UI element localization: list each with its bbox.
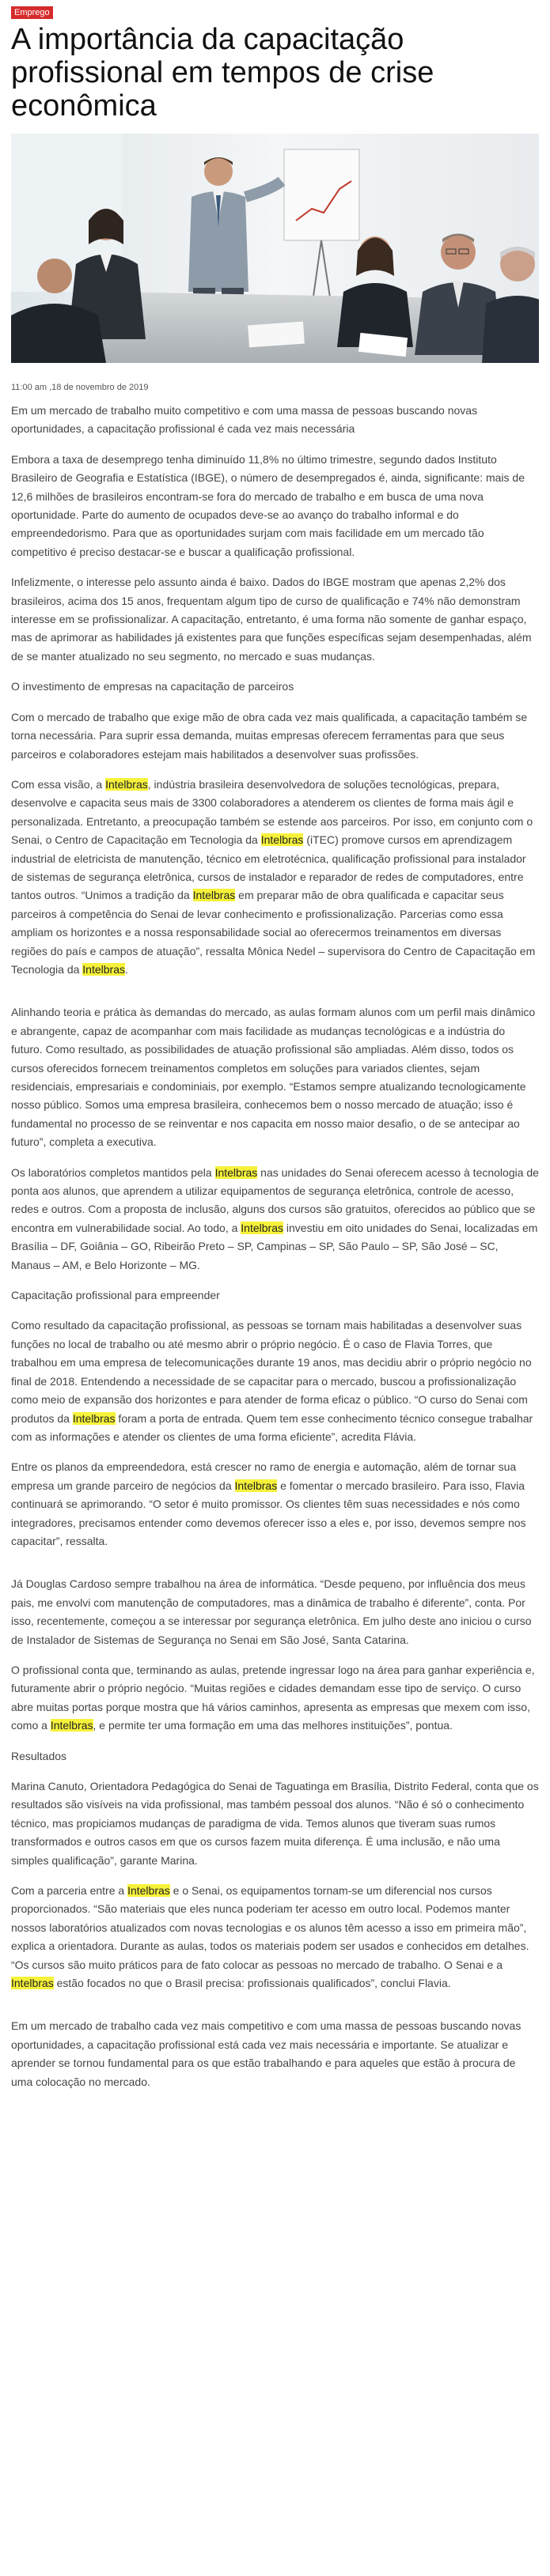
paragraph-text: Os laboratórios completos mantidos pela xyxy=(11,1165,215,1179)
paragraph-text: e fomentar o mercado brasileiro. Para isso, Flavia continuará se aprimorando. “O setor é muito promissor. Os clientes têm suas necessidades e nós como integradores, precisamos entender como devemos oferecer isso a eles e, por isso, devemos sempre nos capacitar”, ressalta. xyxy=(11,1479,526,1547)
paragraph-text: nas unidades do Senai oferecem acesso à tecnologia de ponta aos alunos, que aprendem a utilizar equipamentos de segurança eletrônica, controle de acesso, redes e outros. Com a proposta de inclusão, alguns dos cursos são gratuitos, oferecidos ao público que se encontra em vulnerabilidade social. Ao todo, a xyxy=(11,1165,539,1234)
brand-highlight[interactable]: Intelbras xyxy=(127,1884,170,1898)
paragraph-spacer xyxy=(11,991,539,1003)
brand-highlight[interactable]: Intelbras xyxy=(50,1719,93,1732)
brand-highlight[interactable]: Intelbras xyxy=(234,1479,278,1492)
paragraph-text: Como resultado da capacitação profissional, as pessoas se tornam mais habilitadas a desenvolver suas funções no local de trabalho ou até mesmo abrir o próprio negócio. É o caso de Flavia Torres, que trabalhou em uma empresa de telecomunicações durante 19 anos, mas decidiu abrir o próprio negócio no final de 2018. Entendendo a necessidade de se capacitar para o mercado, buscou a profissionalização como meio de expansão dos horizontes e para atender de forma eficaz o público. “O curso do Senai com produtos da xyxy=(11,1319,532,1425)
article-paragraph xyxy=(11,1164,539,1275)
paragraph-text: Entre os planos da empreendedora, está crescer no ramo de energia e automação, além de tornar sua empresa um grande parceiro de negócios da xyxy=(11,1460,517,1492)
brand-highlight[interactable]: Intelbras xyxy=(260,833,304,847)
brand-highlight[interactable]: Intelbras xyxy=(192,889,236,902)
paragraph-text: O profissional conta que, terminando as aulas, pretende ingressar logo na área para ganhar experiência e, futuramente abrir o próprio negócio. “Muitas regiões e cidades demandam esse tipo de serviço. O curso abre muitas portas porque mostra que há vários caminhos, apresenta as empresas que mexem com isso, como a xyxy=(11,1663,535,1732)
paragraph-spacer xyxy=(11,1562,539,1575)
article-paragraph: Infelizmente, o interesse pelo assunto ainda é baixo. Dados do IBGE mostram que apenas 2,2% dos brasileiros, acima dos 15 anos, frequentam algum tipo de curso de qualificação e 74% não demonstram interesse em se profissionalizar. A capacitação, entretanto, é uma forma não somente de ganhar espaço, mas de aprimorar as habilidades já existentes para que funções específicas sejam desempenhadas, além de se manter atualizado no seu segmento, no mercado e suas mudanças. xyxy=(11,576,532,663)
brand-highlight[interactable]: Intelbras xyxy=(241,1221,283,1234)
paragraph-text: e o Senai, os equipamentos tornam-se um diferencial nos cursos proporcionados. “São materiais que eles nunca poderiam ter acesso em outro local. Podemos manter nossos laboratórios atualizados com novas tecnologias e os alunos têm acesso a isso em primeira mão”, explica a orientadora. Durante as aulas, todos os materiais podem ser usados e conhecidos em detalhes. “Os cursos são muito práticos para de fato colocar as pessoas no mercado de trabalho. O Senai e a xyxy=(11,1884,529,1971)
paragraph-text: Com essa visão, a xyxy=(11,777,106,791)
article-paragraph xyxy=(11,776,539,979)
article-paragraph: Com o mercado de trabalho que exige mão de obra cada vez mais qualificada, a capacitação também se torna necessária. Para suprir essa demanda, muitas empresas oferecem ferramentas para que seus parceiros e colaboradores estejam mais habilitados a desenvolver suas profissões. xyxy=(11,710,528,761)
brand-highlight[interactable]: Intelbras xyxy=(11,1977,54,1990)
article-paragraph: Embora a taxa de desemprego tenha diminuído 11,8% no último trimestre, segundo dados Instituto Brasileiro de Geografia e Estatística (IBGE), o número de desempregados é, ainda, significante: mais de 12,6 milhões de brasileiros encontram-se fora do mercado de trabalho e em busca de uma nova oportunidade. Parte do aumento de ocupados deve-se ao avanço do trabalho informal e do empreendedorismo. Para que as oportunidades surjam com mais facilidade em um mercado tão competitivo é preciso destacar-se e buscar a qualificação profissional. xyxy=(11,452,525,558)
article-paragraph xyxy=(11,1316,539,1446)
article-paragraph xyxy=(11,1882,539,1992)
paragraph-text: , indústria brasileira desenvolvedora de soluções tecnológicas, prepara, desenvolve e capacita seus mais de 3300 colaboradores a atenderem os clientes de forma mais ágil e personalizada. Entretanto, a preocupação também se estende aos parceiros. Por isso, em conjunto com o Senai, o Centro de Capacitação em Tecnologia da xyxy=(11,777,533,847)
article-paragraph: Capacitação profissional para empreender xyxy=(11,1289,220,1302)
article-paragraph: Resultados xyxy=(11,1749,67,1762)
article-paragraph: Já Douglas Cardoso sempre trabalhou na área de informática. “Desde pequeno, por influência dos meus pais, me envolvi com manutenção de computadores, mas a dinâmica de trabalho é diferente”, conta. Por isso, recentemente, começou a se interessar por segurança eletrônica. Em julho deste ano iniciou o curso de Instalador de Sistemas de Segurança no Senai em São José, Santa Catarina. xyxy=(11,1577,532,1646)
page-title: A importância da capacitação profissional em tempos de crise econômica xyxy=(11,23,434,123)
article-paragraph: O investimento de empresas na capacitação de parceiros xyxy=(11,680,294,693)
article-paragraph: Em um mercado de trabalho muito competitivo e com uma massa de pessoas buscando novas oportunidades, a capacitação profissional é cada vez mais necessária xyxy=(11,404,478,436)
brand-highlight[interactable]: Intelbras xyxy=(72,1411,116,1425)
article-paragraph: Alinhando teoria e prática às demandas do mercado, as aulas formam alunos com um perfil mais dinâmico e abrangente, capaz de acompanhar com mais facilidade as mudanças tecnológicas e a indústria do futuro. Como resultado, as possibilidades de atuação profissional são ampliadas. Além disso, todos os cursos oferecidos fornecem treinamentos completos em soluções para variados clientes, sejam residenciais, empresariais e condominiais, por exemplo. “Estamos sempre atualizando tecnologicamente nosso público. Somos uma empresa brasileira, conhecemos bem o nosso mercado de atuação; isso é fundamental no processo de se reinventar e nos capacita em nosso maior desafio, o de se antecipar ao futuro”, completa a executiva. xyxy=(11,1006,536,1149)
article-paragraph: Marina Canuto, Orientadora Pedagógica do Senai de Taguatinga em Brasília, Distrito Federal, conta que os resultados são visíveis na vida profissional, mas também pessoal dos alunos. “Não é só o conhecimento técnico, mas propiciamos mudanças de paradigma de vida. Temos alunos que tiveram suas rumos transformados e outros casos em que os cursos fazem muita diferença. É uma inclusão, e não uma simples qualificação”, garante Marina. xyxy=(11,1780,539,1867)
article-paragraph xyxy=(11,1661,539,1736)
brand-highlight[interactable]: Intelbras xyxy=(105,777,148,791)
paragraph-text: (iTEC) promove cursos em aprendizagem industrial de eletricista de manutenção, técnico em eletrotécnica, qualificação profissional para instalador de sistemas de segurança eletrônica, cursos de instalador e reparador de redes de computadores, entre tantos outros. “Unimos a tradição da xyxy=(11,833,526,902)
paragraph-text: , e permite ter uma formação em uma das melhores instituições”, pontua. xyxy=(93,1719,453,1732)
paragraph-spacer xyxy=(11,2004,539,2017)
paragraph-text: em preparar mão de obra qualificada e capacitar seus parceiros à competência do Senai de levar conhecimento e profissionalização. Parcerias como essa ampliam os horizontes e a nossa responsabilidade social ao oferecermos treinamentos em diversas regiões do país e campos de atuação”, ressalta Mônica Nedel – supervisora do Centro de Capacitação em Tecnologia da xyxy=(11,889,536,976)
paragraph-text: Com a parceria entre a xyxy=(11,1884,128,1898)
hero-image xyxy=(11,134,539,363)
paragraph-text: investiu em oito unidades do Senai, localizadas em Brasília – DF, Goiânia – GO, Ribeirão Preto – SP, Campinas – SP, São Paulo – SP, São José – SC, Manaus – AM, e Belo Horizonte – MG. xyxy=(11,1221,538,1271)
paragraph-text: foram a porta de entrada. Quem tem esse conhecimento técnico consegue trabalhar com as informações e atender os clientes de uma forma eficiente”, acredita Flávia. xyxy=(11,1411,533,1443)
brand-highlight[interactable]: Intelbras xyxy=(214,1165,258,1179)
business-meeting-photo xyxy=(11,134,539,363)
article-body xyxy=(11,402,539,2091)
brand-highlight[interactable]: Intelbras xyxy=(82,962,125,976)
article-meta-date: 11:00 am ,18 de novembro de 2019 xyxy=(11,383,149,392)
paragraph-text: . xyxy=(125,962,128,976)
article-paragraph xyxy=(11,1458,539,1551)
article-paragraph: Em um mercado de trabalho cada vez mais competitivo e com uma massa de pessoas buscando novas oportunidades, a capacitação profissional está cada vez mais necessária e importante. Se atualizar e aprender se tornou fundamental para os que estão trabalhando e para aqueles que estão à procura de uma colocação no mercado. xyxy=(11,2019,522,2088)
category-badge[interactable]: Emprego xyxy=(11,6,53,19)
paragraph-text: estão focados no que o Brasil precisa: profissionais qualificados”, conclui Flavia. xyxy=(53,1977,451,1990)
